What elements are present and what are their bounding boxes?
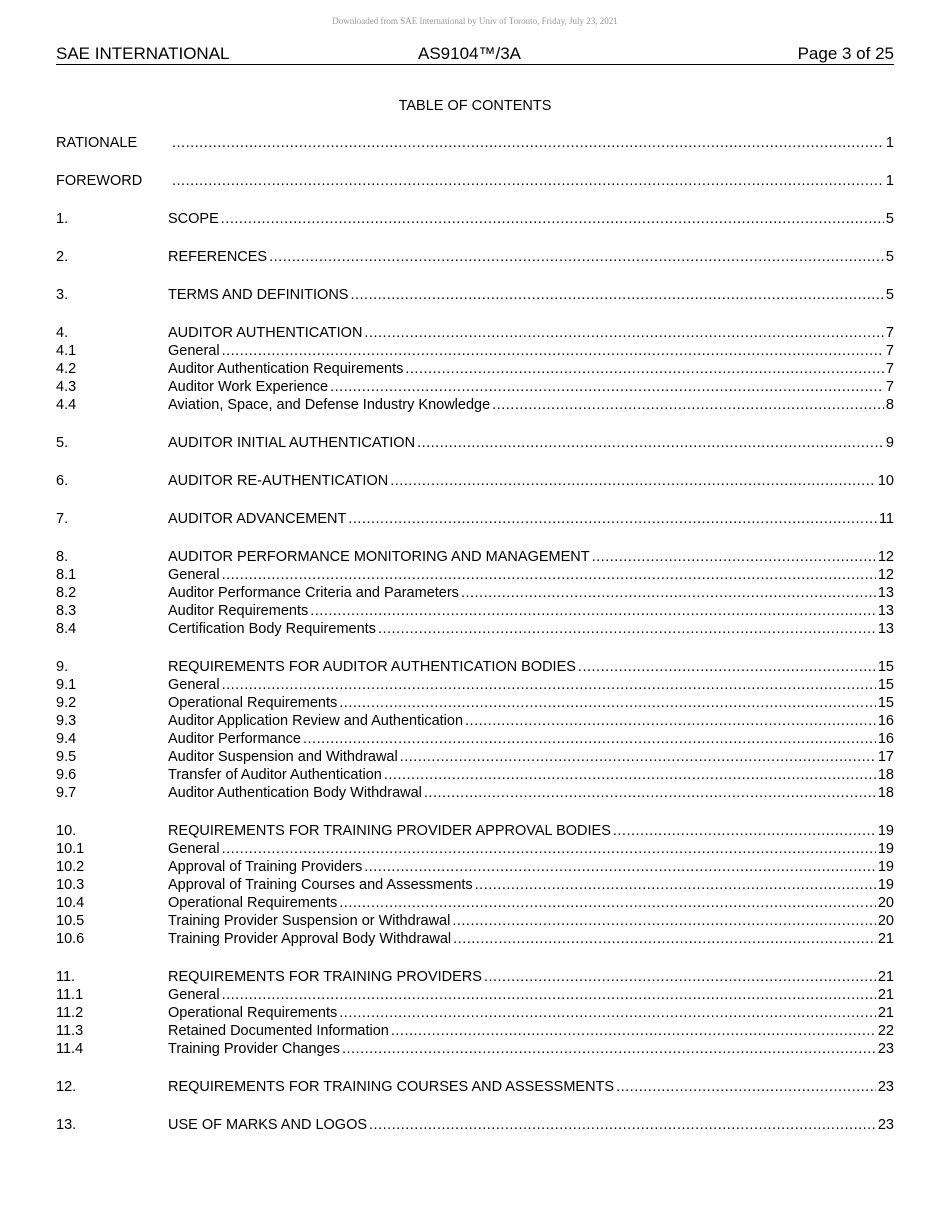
toc-entry-line bbox=[168, 930, 894, 948]
toc-entry[interactable] bbox=[56, 378, 894, 396]
toc-entry-line bbox=[168, 784, 894, 802]
toc-entry-number: 10.2 bbox=[56, 859, 85, 875]
toc-entry[interactable] bbox=[56, 858, 894, 876]
toc-entry-title: Aviation, Space, and Defense Industry Knowledge bbox=[168, 397, 491, 413]
toc-entry-title: Approval of Training Courses and Assessments bbox=[168, 877, 473, 893]
toc-entry-line bbox=[172, 134, 894, 152]
toc-spacer bbox=[56, 190, 894, 210]
toc-spacer bbox=[56, 490, 894, 510]
toc-entry-number: RATIONALE bbox=[56, 135, 138, 151]
toc-entry-number: 5. bbox=[56, 435, 69, 451]
dot-leader bbox=[405, 360, 884, 378]
toc-entry-line bbox=[168, 472, 894, 490]
toc-entry-title: Approval of Training Providers bbox=[168, 859, 363, 875]
toc-entry-line bbox=[168, 986, 894, 1004]
dot-leader bbox=[452, 912, 876, 930]
toc-entry-page: 5 bbox=[885, 249, 894, 265]
toc-entry-title: Auditor Work Experience bbox=[168, 379, 329, 395]
toc-entry-title: AUDITOR INITIAL AUTHENTICATION bbox=[168, 435, 416, 451]
toc-entry-page: 12 bbox=[877, 567, 894, 583]
download-watermark: Downloaded from SAE International by Univ of Toronto, Friday, July 23, 2021 bbox=[332, 16, 618, 26]
toc-entry-line bbox=[168, 378, 894, 396]
toc-entry-page: 18 bbox=[877, 767, 894, 783]
toc-entry-title: Operational Requirements bbox=[168, 695, 338, 711]
toc-spacer bbox=[56, 452, 894, 472]
toc-spacer bbox=[56, 1096, 894, 1116]
dot-leader bbox=[369, 1116, 876, 1134]
dot-leader bbox=[303, 730, 876, 748]
toc-entry-page: 22 bbox=[877, 1023, 894, 1039]
toc-entry[interactable] bbox=[56, 620, 894, 638]
toc-entry-number: 9. bbox=[56, 659, 69, 675]
toc-entry-number: 10.6 bbox=[56, 931, 85, 947]
dot-leader bbox=[364, 324, 884, 342]
toc-entry-page: 23 bbox=[877, 1117, 894, 1133]
toc-entry-title: Training Provider Approval Body Withdrawal bbox=[168, 931, 452, 947]
toc-entry[interactable] bbox=[56, 584, 894, 602]
dot-leader bbox=[222, 676, 876, 694]
page-number: Page 3 of 25 bbox=[797, 44, 894, 63]
toc-entry-page: 23 bbox=[877, 1041, 894, 1057]
toc-entry-page: 13 bbox=[877, 603, 894, 619]
toc-spacer bbox=[56, 152, 894, 172]
toc-entry[interactable] bbox=[56, 1078, 894, 1096]
toc-entry-page: 15 bbox=[877, 695, 894, 711]
toc-entry-title: AUDITOR RE-AUTHENTICATION bbox=[168, 473, 389, 489]
toc-entry-number: 4.3 bbox=[56, 379, 77, 395]
toc-entry-line bbox=[168, 210, 894, 228]
toc-entry-line bbox=[168, 396, 894, 414]
toc-entry-page: 8 bbox=[885, 397, 894, 413]
toc-entry-number: 3. bbox=[56, 287, 69, 303]
toc-spacer bbox=[56, 1058, 894, 1078]
toc-entry-line bbox=[168, 840, 894, 858]
dot-leader bbox=[391, 1022, 876, 1040]
toc-entry[interactable] bbox=[56, 730, 894, 748]
dot-leader bbox=[390, 472, 876, 490]
toc-entry-title: Operational Requirements bbox=[168, 1005, 338, 1021]
toc-entry-page: 19 bbox=[877, 823, 894, 839]
toc-entry[interactable] bbox=[56, 658, 894, 676]
toc-heading: TABLE OF CONTENTS bbox=[398, 98, 552, 114]
toc-entry-line bbox=[168, 676, 894, 694]
toc-entry-page: 23 bbox=[877, 1079, 894, 1095]
dot-leader bbox=[339, 1004, 876, 1022]
dot-leader bbox=[222, 840, 876, 858]
toc-entry-title: Auditor Suspension and Withdrawal bbox=[168, 749, 398, 765]
dot-leader bbox=[484, 968, 876, 986]
toc-entry-line bbox=[168, 286, 894, 304]
toc-entry-title: Auditor Authentication Body Withdrawal bbox=[168, 785, 422, 801]
toc-entry-page: 16 bbox=[877, 713, 894, 729]
toc-entry-page: 21 bbox=[877, 931, 894, 947]
toc-entry-title: USE OF MARKS AND LOGOS bbox=[168, 1117, 368, 1133]
toc-entry[interactable] bbox=[56, 134, 894, 152]
dot-leader bbox=[424, 784, 876, 802]
toc-entry-line bbox=[168, 822, 894, 840]
toc-entry-number: 8.4 bbox=[56, 621, 77, 637]
dot-leader bbox=[339, 894, 876, 912]
toc-entry-line bbox=[168, 1078, 894, 1096]
toc-entry-page: 19 bbox=[877, 859, 894, 875]
page-header bbox=[56, 44, 894, 65]
toc-entry-title: General bbox=[168, 567, 220, 583]
toc-entry-title: Auditor Performance bbox=[168, 731, 301, 747]
toc-entry-number: 4.4 bbox=[56, 397, 77, 413]
dot-leader bbox=[172, 134, 884, 152]
toc-entry[interactable] bbox=[56, 766, 894, 784]
toc-spacer bbox=[56, 414, 894, 434]
toc-entry-title: Retained Documented Information bbox=[168, 1023, 389, 1039]
toc-entry-page: 21 bbox=[877, 969, 894, 985]
toc-entry-line bbox=[168, 968, 894, 986]
toc-entry-line bbox=[168, 566, 894, 584]
toc-entry[interactable] bbox=[56, 694, 894, 712]
dot-leader bbox=[342, 1040, 876, 1058]
toc-entry-line bbox=[168, 548, 894, 566]
toc-entry-line bbox=[168, 894, 894, 912]
toc-entry-title: General bbox=[168, 987, 220, 1003]
toc-entry[interactable] bbox=[56, 784, 894, 802]
toc-entry-number: 11.1 bbox=[56, 987, 84, 1003]
toc-entry-title: Transfer of Auditor Authentication bbox=[168, 767, 382, 783]
toc-entry-page: 12 bbox=[877, 549, 894, 565]
toc-entry-page: 20 bbox=[877, 895, 894, 911]
toc-entry-number: 12. bbox=[56, 1079, 77, 1095]
toc-entry-line bbox=[168, 248, 894, 266]
toc-entry-number: 10.5 bbox=[56, 913, 85, 929]
toc-entry[interactable] bbox=[56, 986, 894, 1004]
dot-leader bbox=[221, 210, 884, 228]
toc-entry-number: FOREWORD bbox=[56, 173, 143, 189]
toc-spacer bbox=[56, 802, 894, 822]
dot-leader bbox=[348, 510, 877, 528]
toc-entry-line bbox=[168, 620, 894, 638]
toc-entry-page: 9 bbox=[885, 435, 894, 451]
toc-entry-title: SCOPE bbox=[168, 211, 219, 227]
toc-entry-page: 15 bbox=[877, 677, 894, 693]
toc-entry[interactable] bbox=[56, 748, 894, 766]
toc-entry-number: 10. bbox=[56, 823, 77, 839]
toc-entry-number: 9.3 bbox=[56, 713, 77, 729]
dot-leader bbox=[350, 286, 883, 304]
toc-entry-page: 5 bbox=[885, 211, 894, 227]
toc-spacer bbox=[56, 304, 894, 324]
toc-entry[interactable] bbox=[56, 548, 894, 566]
toc-entry-page: 7 bbox=[885, 343, 894, 359]
toc-entry[interactable] bbox=[56, 396, 894, 414]
dot-leader bbox=[378, 620, 876, 638]
dot-leader bbox=[364, 858, 876, 876]
toc-entry-title: Auditor Requirements bbox=[168, 603, 309, 619]
toc-entry-title: AUDITOR AUTHENTICATION bbox=[168, 325, 363, 341]
dot-leader bbox=[384, 766, 876, 784]
dot-leader bbox=[453, 930, 876, 948]
toc-entry-title: Auditor Performance Criteria and Parameters bbox=[168, 585, 459, 601]
toc-entry[interactable] bbox=[56, 930, 894, 948]
toc-entry[interactable] bbox=[56, 1004, 894, 1022]
toc-spacer bbox=[56, 528, 894, 548]
toc-entry[interactable] bbox=[56, 172, 894, 190]
toc-entry-number: 10.4 bbox=[56, 895, 85, 911]
toc-entry[interactable] bbox=[56, 360, 894, 378]
toc-entry-line bbox=[168, 602, 894, 620]
toc-entry-line bbox=[168, 342, 894, 360]
toc-entry[interactable] bbox=[56, 510, 894, 528]
toc-entry-number: 11. bbox=[56, 969, 76, 985]
toc-entry-line bbox=[168, 766, 894, 784]
toc-entry-line bbox=[168, 858, 894, 876]
dot-leader bbox=[400, 748, 876, 766]
dot-leader bbox=[330, 378, 884, 396]
toc-entry-number: 7. bbox=[56, 511, 69, 527]
toc-entry-title: Training Provider Changes bbox=[168, 1041, 340, 1057]
toc-entry-line bbox=[168, 510, 894, 528]
toc-entry-number: 9.4 bbox=[56, 731, 77, 747]
dot-leader bbox=[461, 584, 876, 602]
toc-entry-number: 4.2 bbox=[56, 361, 77, 377]
toc-entry[interactable] bbox=[56, 894, 894, 912]
toc-entry-number: 8.1 bbox=[56, 567, 77, 583]
dot-leader bbox=[269, 248, 884, 266]
toc-entry-page: 20 bbox=[877, 913, 894, 929]
toc-entry-page: 1 bbox=[885, 173, 894, 189]
toc-entry-line bbox=[168, 1040, 894, 1058]
toc-entry-number: 11.2 bbox=[56, 1005, 84, 1021]
toc-entry-page: 15 bbox=[877, 659, 894, 675]
toc-entry-page: 7 bbox=[885, 379, 894, 395]
toc-entry-page: 19 bbox=[877, 877, 894, 893]
dot-leader bbox=[172, 172, 884, 190]
toc-entry-page: 17 bbox=[877, 749, 894, 765]
toc-entry[interactable] bbox=[56, 342, 894, 360]
toc-entry[interactable] bbox=[56, 712, 894, 730]
document-number: AS9104™/3A bbox=[418, 44, 522, 63]
toc-entry-title: Auditor Application Review and Authentication bbox=[168, 713, 464, 729]
toc-entry-line bbox=[168, 360, 894, 378]
toc-entry-line bbox=[168, 584, 894, 602]
dot-leader bbox=[578, 658, 876, 676]
toc-entry-line bbox=[168, 1116, 894, 1134]
toc-spacer bbox=[56, 638, 894, 658]
toc-entry-title: Auditor Authentication Requirements bbox=[168, 361, 404, 377]
toc-entry-title: Operational Requirements bbox=[168, 895, 338, 911]
toc-entry-number: 8. bbox=[56, 549, 69, 565]
toc-entry[interactable] bbox=[56, 324, 894, 342]
toc-entry[interactable] bbox=[56, 676, 894, 694]
dot-leader bbox=[465, 712, 876, 730]
toc-entry-page: 13 bbox=[877, 585, 894, 601]
toc-entry-number: 9.7 bbox=[56, 785, 77, 801]
toc-entry-line bbox=[168, 876, 894, 894]
toc-entry-title: REQUIREMENTS FOR TRAINING PROVIDER APPROVAL BODIES bbox=[168, 823, 611, 839]
toc-entry-title: REQUIREMENTS FOR TRAINING COURSES AND ASSESSMENTS bbox=[168, 1079, 615, 1095]
toc-entry-number: 10.3 bbox=[56, 877, 85, 893]
toc-entry[interactable] bbox=[56, 472, 894, 490]
dot-leader bbox=[417, 434, 884, 452]
toc-entry-line bbox=[168, 1022, 894, 1040]
toc-entry-page: 19 bbox=[877, 841, 894, 857]
toc-entry-number: 4.1 bbox=[56, 343, 77, 359]
toc-entry-page: 11 bbox=[878, 511, 894, 527]
toc-entry[interactable] bbox=[56, 840, 894, 858]
toc-entry-line bbox=[168, 712, 894, 730]
toc-entry-number: 11.4 bbox=[56, 1041, 84, 1057]
dot-leader bbox=[222, 566, 876, 584]
toc-entry-number: 2. bbox=[56, 249, 69, 265]
toc-entry-line bbox=[168, 324, 894, 342]
toc-entry-page: 10 bbox=[877, 473, 894, 489]
toc-entry-number: 6. bbox=[56, 473, 69, 489]
toc-entry-page: 5 bbox=[885, 287, 894, 303]
toc-entry-number: 9.5 bbox=[56, 749, 77, 765]
dot-leader bbox=[222, 986, 876, 1004]
dot-leader bbox=[339, 694, 876, 712]
toc-entry-line bbox=[168, 694, 894, 712]
toc-entry[interactable] bbox=[56, 566, 894, 584]
toc-entry-title: REFERENCES bbox=[168, 249, 268, 265]
toc-entry[interactable] bbox=[56, 968, 894, 986]
toc-entry[interactable] bbox=[56, 1022, 894, 1040]
toc-entry-title: TERMS AND DEFINITIONS bbox=[168, 287, 349, 303]
toc-entry-title: Training Provider Suspension or Withdrawal bbox=[168, 913, 451, 929]
toc-entry[interactable] bbox=[56, 210, 894, 228]
toc-entry[interactable] bbox=[56, 434, 894, 452]
dot-leader bbox=[222, 342, 884, 360]
toc-entry-number: 8.3 bbox=[56, 603, 77, 619]
dot-leader bbox=[475, 876, 876, 894]
toc-entry[interactable] bbox=[56, 248, 894, 266]
toc-entry-page: 18 bbox=[877, 785, 894, 801]
toc-entry-number: 1. bbox=[56, 211, 69, 227]
dot-leader bbox=[616, 1078, 876, 1096]
toc-entry-line bbox=[168, 730, 894, 748]
publisher-name: SAE INTERNATIONAL bbox=[56, 44, 230, 63]
toc-entry[interactable] bbox=[56, 286, 894, 304]
toc-entry-title: AUDITOR ADVANCEMENT bbox=[168, 511, 347, 527]
toc-entry-title: Certification Body Requirements bbox=[168, 621, 376, 637]
toc-entry[interactable] bbox=[56, 1040, 894, 1058]
toc-spacer bbox=[56, 266, 894, 286]
toc-entry[interactable] bbox=[56, 1116, 894, 1134]
toc-entry-page: 7 bbox=[885, 361, 894, 377]
dot-leader bbox=[592, 548, 876, 566]
toc-entry-title: General bbox=[168, 677, 220, 693]
toc-entry-page: 7 bbox=[885, 325, 894, 341]
toc-entry-line bbox=[172, 172, 894, 190]
toc-entry[interactable] bbox=[56, 912, 894, 930]
dot-leader bbox=[492, 396, 884, 414]
toc-entry-line bbox=[168, 1004, 894, 1022]
toc-entry-page: 21 bbox=[877, 987, 894, 1003]
toc-entry-number: 4. bbox=[56, 325, 69, 341]
toc-entry-line bbox=[168, 658, 894, 676]
toc-entry-line bbox=[168, 748, 894, 766]
toc-entry-title: General bbox=[168, 841, 220, 857]
toc-entry-number: 8.2 bbox=[56, 585, 77, 601]
toc-entry-title: REQUIREMENTS FOR AUDITOR AUTHENTICATION BODIES bbox=[168, 659, 576, 675]
toc-entry[interactable] bbox=[56, 876, 894, 894]
toc-spacer bbox=[56, 228, 894, 248]
toc-entry-number: 13. bbox=[56, 1117, 77, 1133]
toc-entry-number: 9.1 bbox=[56, 677, 77, 693]
toc-entry-number: 9.6 bbox=[56, 767, 77, 783]
toc-entry[interactable] bbox=[56, 822, 894, 840]
dot-leader bbox=[613, 822, 876, 840]
toc-entry-page: 21 bbox=[877, 1005, 894, 1021]
toc-entry-page: 1 bbox=[885, 135, 894, 151]
toc-entry-title: General bbox=[168, 343, 220, 359]
toc-entry-number: 9.2 bbox=[56, 695, 77, 711]
toc-entry-number: 10.1 bbox=[56, 841, 85, 857]
toc-entry-title: REQUIREMENTS FOR TRAINING PROVIDERS bbox=[168, 969, 482, 985]
dot-leader bbox=[310, 602, 876, 620]
toc-entry-line bbox=[168, 434, 894, 452]
table-of-contents bbox=[56, 134, 894, 1134]
toc-entry[interactable] bbox=[56, 602, 894, 620]
toc-entry-title: AUDITOR PERFORMANCE MONITORING AND MANAGEMENT bbox=[168, 549, 590, 565]
toc-spacer bbox=[56, 948, 894, 968]
toc-entry-page: 16 bbox=[877, 731, 894, 747]
toc-entry-line bbox=[168, 912, 894, 930]
toc-entry-number: 11.3 bbox=[56, 1023, 84, 1039]
toc-entry-page: 13 bbox=[877, 621, 894, 637]
